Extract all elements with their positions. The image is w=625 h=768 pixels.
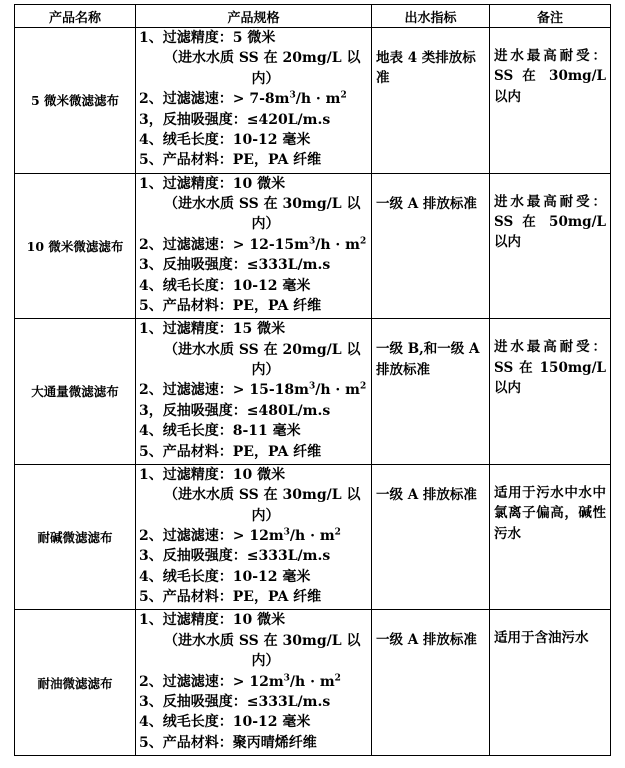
remark: 进水最高耐受：SS 在 50mg/L 以内 <box>490 173 611 319</box>
spec-suction-strength: 3、反抽吸强度：≤333L/m.s <box>139 694 331 710</box>
table-row <box>15 173 611 319</box>
remark: 适用于含油污水 <box>490 610 611 756</box>
table-row <box>15 464 611 610</box>
product-name: 10 微米微滤滤布 <box>15 173 136 319</box>
spec-filter-speed: 2、过滤滤速：> $7-8m^3/h \cdot m^2$ <box>139 90 347 108</box>
spec-material: 5、产品材料：PE，PA 纤维 <box>139 589 322 606</box>
spec-filter-speed: 2、过滤滤速：> $15-18m^3/h \cdot m^2$ <box>139 381 367 399</box>
spec-suction-strength: 3、反抽吸强度：≤333L/m.s <box>139 257 331 274</box>
table-row <box>15 28 611 174</box>
header-remarks: 备注 <box>490 5 611 28</box>
spec-material: 5、产品材料：PE，PA 纤维 <box>139 443 322 460</box>
header-product-name: 产品名称 <box>15 5 136 28</box>
product-spec <box>136 28 372 174</box>
product-spec <box>136 464 372 610</box>
spec-material: 5、产品材料：PE，PA 纤维 <box>139 152 322 169</box>
header-effluent-standard: 出水指标 <box>372 5 490 28</box>
effluent-standard: 一级 A 排放标准 <box>372 464 490 610</box>
spec-fiber-length: 4、绒毛长度：10-12 毫米 <box>139 277 311 294</box>
spec-fiber-length: 4、绒毛长度：10-12 毫米 <box>139 714 311 731</box>
spec-filter-speed: 2、过滤滤速：> $12-15m^3/h \cdot m^2$ <box>139 236 367 253</box>
effluent-standard: 一级 A 排放标准 <box>372 610 490 756</box>
spec-influent: （进水水质 SS 在 20mg/L 以 内） <box>164 341 361 378</box>
spec-suction-strength: 3，反抽吸强度：≤420L/m.s <box>139 111 331 128</box>
header-product-spec: 产品规格 <box>136 5 372 28</box>
spec-influent: （进水水质 SS 在 30mg/L 以 内） <box>164 632 361 670</box>
product-spec <box>136 610 372 756</box>
product-name: 大通量微滤滤布 <box>15 319 136 465</box>
spec-suction-strength: 3、反抽吸强度：≤333L/m.s <box>139 548 331 565</box>
spec-precision: 1、过滤精度：10 微米 <box>139 612 286 629</box>
spec-material: 5、产品材料：PE，PA 纤维 <box>139 298 322 315</box>
spec-fiber-length: 4、绒毛长度：10-12 毫米 <box>139 568 311 585</box>
spec-influent: （进水水质 SS 在 30mg/L 以 内） <box>164 196 361 233</box>
spec-fiber-length: 4、绒毛长度：10-12 毫米 <box>139 132 311 149</box>
spec-precision: 1、过滤精度：15 微米 <box>139 321 286 338</box>
spec-suction-strength: 3，反抽吸强度：≤480L/m.s <box>139 402 331 419</box>
product-spec-table <box>14 4 611 756</box>
spec-precision: 1、过滤精度：5 微米 <box>139 30 276 46</box>
product-name: 5 微米微滤滤布 <box>15 28 136 174</box>
remark: 进水最高耐受：SS 在 30mg/L 以内 <box>490 28 611 174</box>
table-row <box>15 319 611 465</box>
table-header-row <box>15 5 611 28</box>
spec-material: 5、产品材料：聚丙晴烯纤维 <box>139 734 317 751</box>
spec-precision: 1、过滤精度：10 微米 <box>139 466 286 483</box>
spec-influent: （进水水质 SS 在 20mg/L 以 内） <box>164 50 361 87</box>
remark: 进水最高耐受：SS 在 150mg/L 以内 <box>490 319 611 465</box>
product-name: 耐油微滤滤布 <box>15 610 136 756</box>
spec-fiber-length: 4、绒毛长度：8-11 毫米 <box>139 423 301 440</box>
product-spec <box>136 319 372 465</box>
product-spec <box>136 173 372 319</box>
effluent-standard: 地表 4 类排放标准 <box>372 28 490 174</box>
spec-precision: 1、过滤精度：10 微米 <box>139 175 286 192</box>
effluent-standard: 一级 B,和一级 A 排放标准 <box>372 319 490 465</box>
spec-filter-speed: 2、过滤滤速：> $12m^3/h \cdot m^2$ <box>139 672 341 690</box>
table-row <box>15 610 611 756</box>
remark: 适用于污水中水中氯离子偏高，碱性污水 <box>490 464 611 610</box>
spec-influent: （进水水质 SS 在 30mg/L 以 内） <box>164 487 361 524</box>
effluent-standard: 一级 A 排放标准 <box>372 173 490 319</box>
spec-filter-speed: 2、过滤滤速：> $12m^3/h \cdot m^2$ <box>139 527 341 544</box>
product-name: 耐碱微滤滤布 <box>15 464 136 610</box>
